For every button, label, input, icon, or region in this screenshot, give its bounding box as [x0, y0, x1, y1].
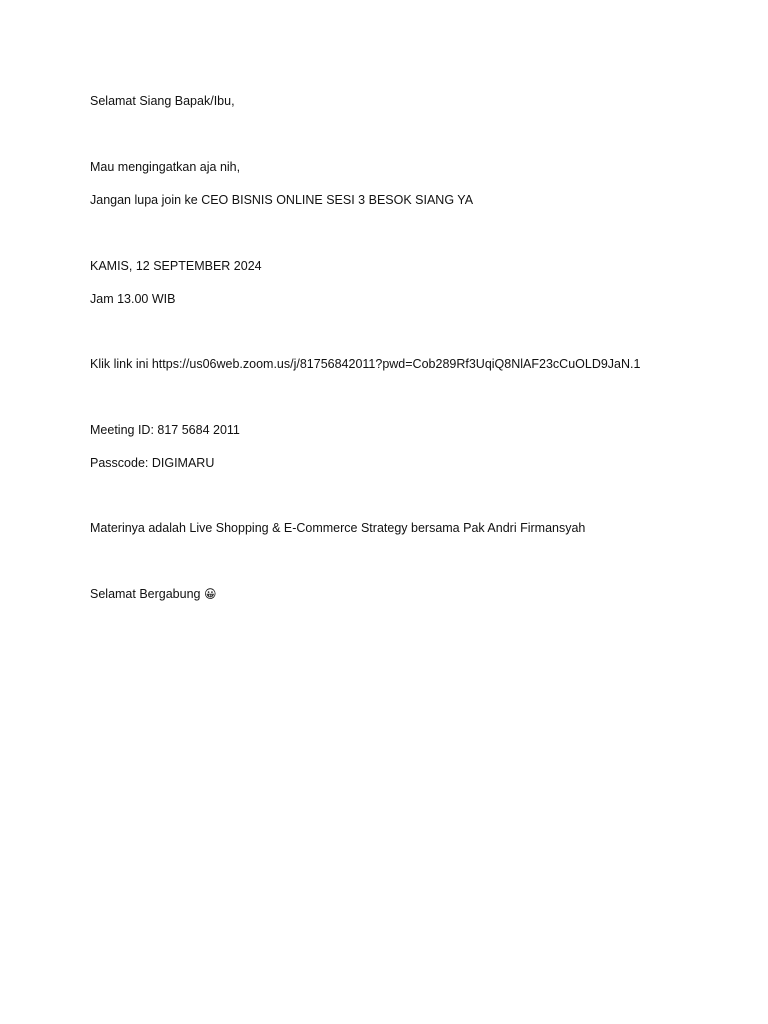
zoom-meeting-link[interactable]: https://us06web.zoom.us/j/81756842011?pwd=Cob289Rf3UqiQ8NlAF23cCuOLD9JaN.1	[151, 357, 641, 371]
meeting-id-text: Meeting ID: 817 5684 2011	[90, 423, 240, 437]
link-prefix: Klik link ini	[90, 357, 149, 371]
date-text: KAMIS, 12 SEPTEMBER 2024	[90, 259, 262, 273]
grinning-face-icon: 😀	[203, 587, 217, 601]
passcode-text: Passcode: DIGIMARU	[90, 456, 215, 470]
closing-text: Selamat Bergabung	[90, 587, 201, 601]
closing-line	[90, 586, 217, 602]
date-line	[90, 258, 262, 274]
invitation-text: Jangan lupa join ke CEO BISNIS ONLINE SESI 3 BESOK SIANG YA	[90, 193, 474, 207]
time-text: Jam 13.00 WIB	[90, 292, 176, 306]
greeting-text: Selamat Siang Bapak/Ibu,	[90, 94, 235, 108]
link-line	[90, 356, 640, 372]
materi-text: Materinya adalah Live Shopping & E-Commerce Strategy bersama Pak Andri Firmansyah	[90, 521, 586, 535]
time-line	[90, 291, 175, 307]
reminder-text: Mau mengingatkan aja nih,	[90, 160, 241, 174]
